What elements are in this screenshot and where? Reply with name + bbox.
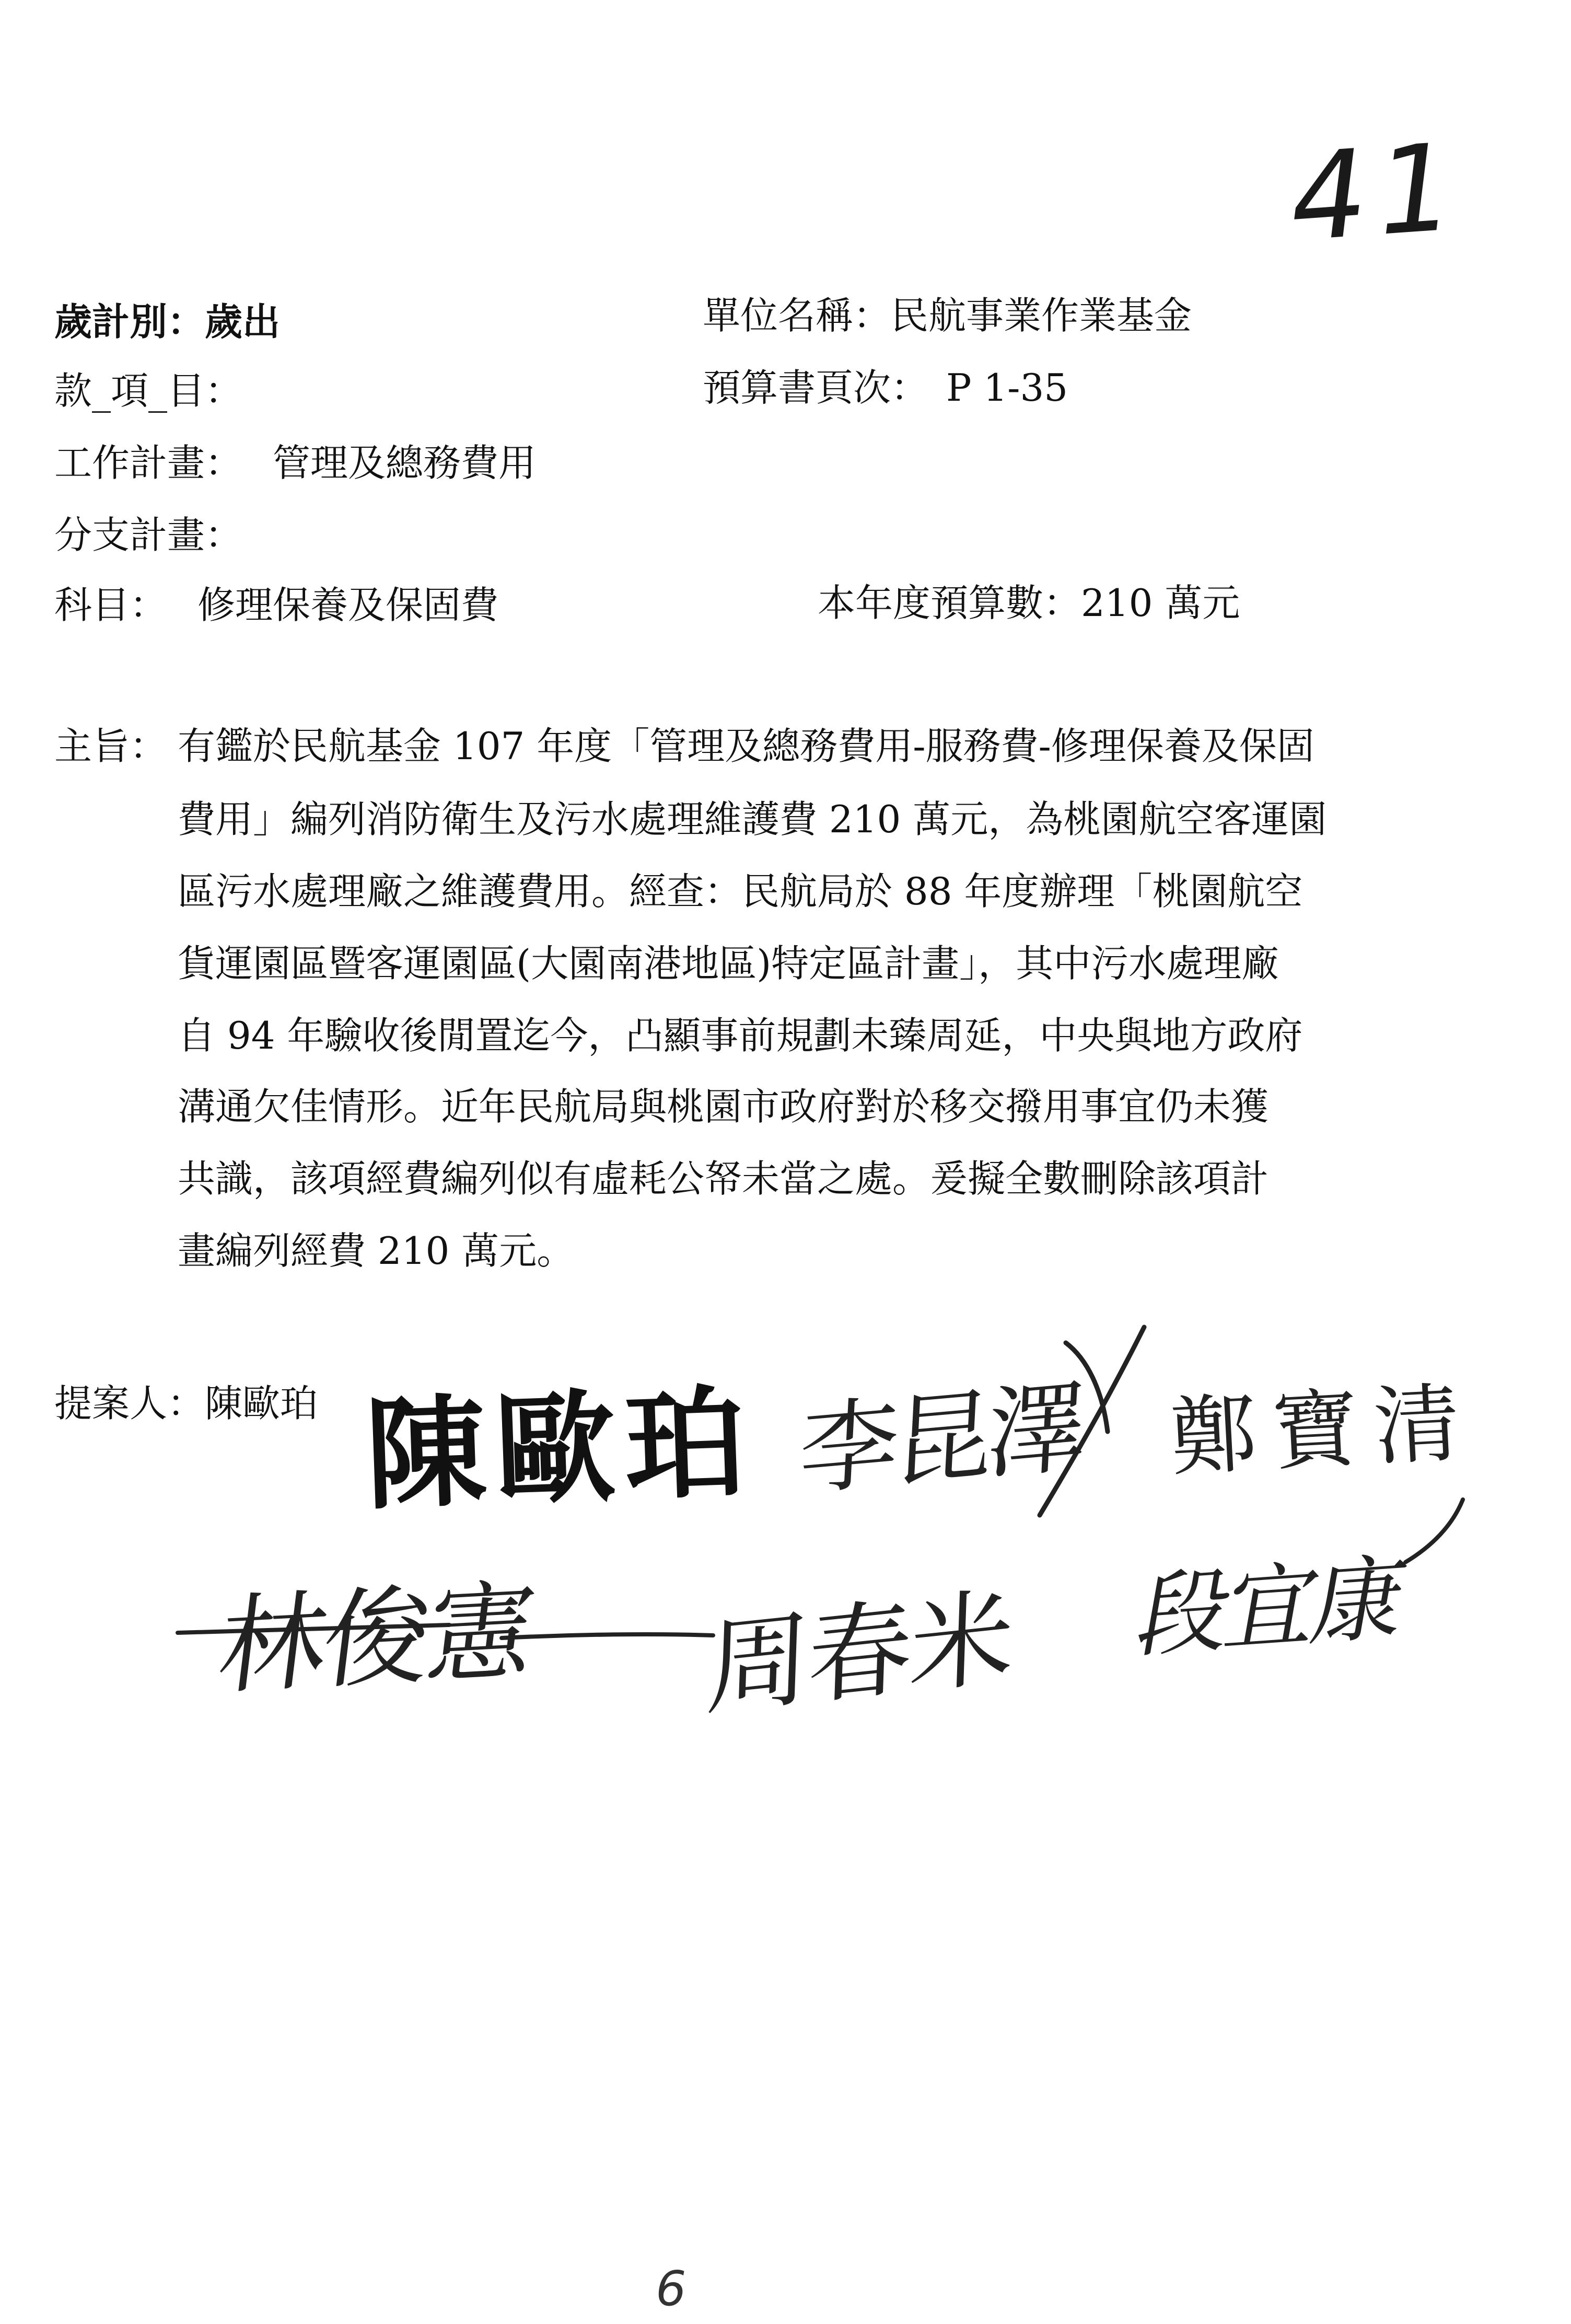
subject xyxy=(54,583,499,627)
signature-stroke xyxy=(1405,1500,1463,1562)
signature: 陳歐珀 xyxy=(363,1373,757,1526)
budget-type: 歲計別：歲出 xyxy=(54,299,281,344)
page-ref-label: 預算書頁次： xyxy=(703,366,929,410)
work-plan-label: 工作計畫： xyxy=(54,441,243,485)
signature: 段宜康 xyxy=(1130,1545,1410,1671)
signature: 李昆澤 xyxy=(797,1368,1084,1510)
budget-page-reference xyxy=(703,366,1068,410)
gist-line: 貨運園區暨客運園區(大園南港地區)特定區計畫」，其中污水處理廠 xyxy=(178,942,1279,985)
handwritten-page-number: 41 xyxy=(1286,117,1469,269)
unit-name: 單位名稱：民航事業作業基金 xyxy=(703,294,1192,338)
page-ref-value: P 1-35 xyxy=(946,366,1068,410)
section-item: 款_項_目： xyxy=(54,369,243,413)
gist-line: 溝通欠佳情形。近年民航局與桃園市政府對於移交撥用事宜仍未獲 xyxy=(178,1085,1269,1129)
gist-line: 自 94 年驗收後閒置迄今，凸顯事前規劃未臻周延，中央與地方政府 xyxy=(178,1014,1303,1058)
proposer: 提案人：陳歐珀 xyxy=(54,1381,318,1425)
signature: 林俊憲 xyxy=(212,1568,539,1710)
signature: 鄭寶清 xyxy=(1168,1372,1479,1489)
gist-line: 費用」編列消防衛生及污水處理維護費 210 萬元，為桃園航空客運園 xyxy=(178,797,1327,841)
budget-amount: 本年度預算數：210 萬元 xyxy=(818,581,1240,625)
gist-line: 共識，該項經費編列似有虛耗公帑未當之處。爰擬全數刪除該項計 xyxy=(178,1157,1269,1201)
gist-line: 區污水處理廠之維護費用。經查：民航局於 88 年度辦理「桃園航空 xyxy=(178,869,1303,913)
gist-label: 主旨： xyxy=(54,724,168,768)
subject-label: 科目： xyxy=(54,583,168,627)
gist-line: 畫編列經費 210 萬元。 xyxy=(178,1229,575,1273)
subject-value: 修理保養及保固費 xyxy=(197,583,499,627)
work-plan-value: 管理及總務費用 xyxy=(273,441,537,485)
signature-stroke xyxy=(502,1634,713,1638)
signature: 周春米 xyxy=(704,1576,1014,1731)
branch-plan: 分支計畫： xyxy=(54,513,243,557)
gist-line: 有鑑於民航基金 107 年度「管理及總務費用-服務費-修理保養及保固 xyxy=(178,724,1314,768)
work-plan xyxy=(54,441,537,485)
handwritten-footer-number: 6 xyxy=(656,2261,686,2317)
